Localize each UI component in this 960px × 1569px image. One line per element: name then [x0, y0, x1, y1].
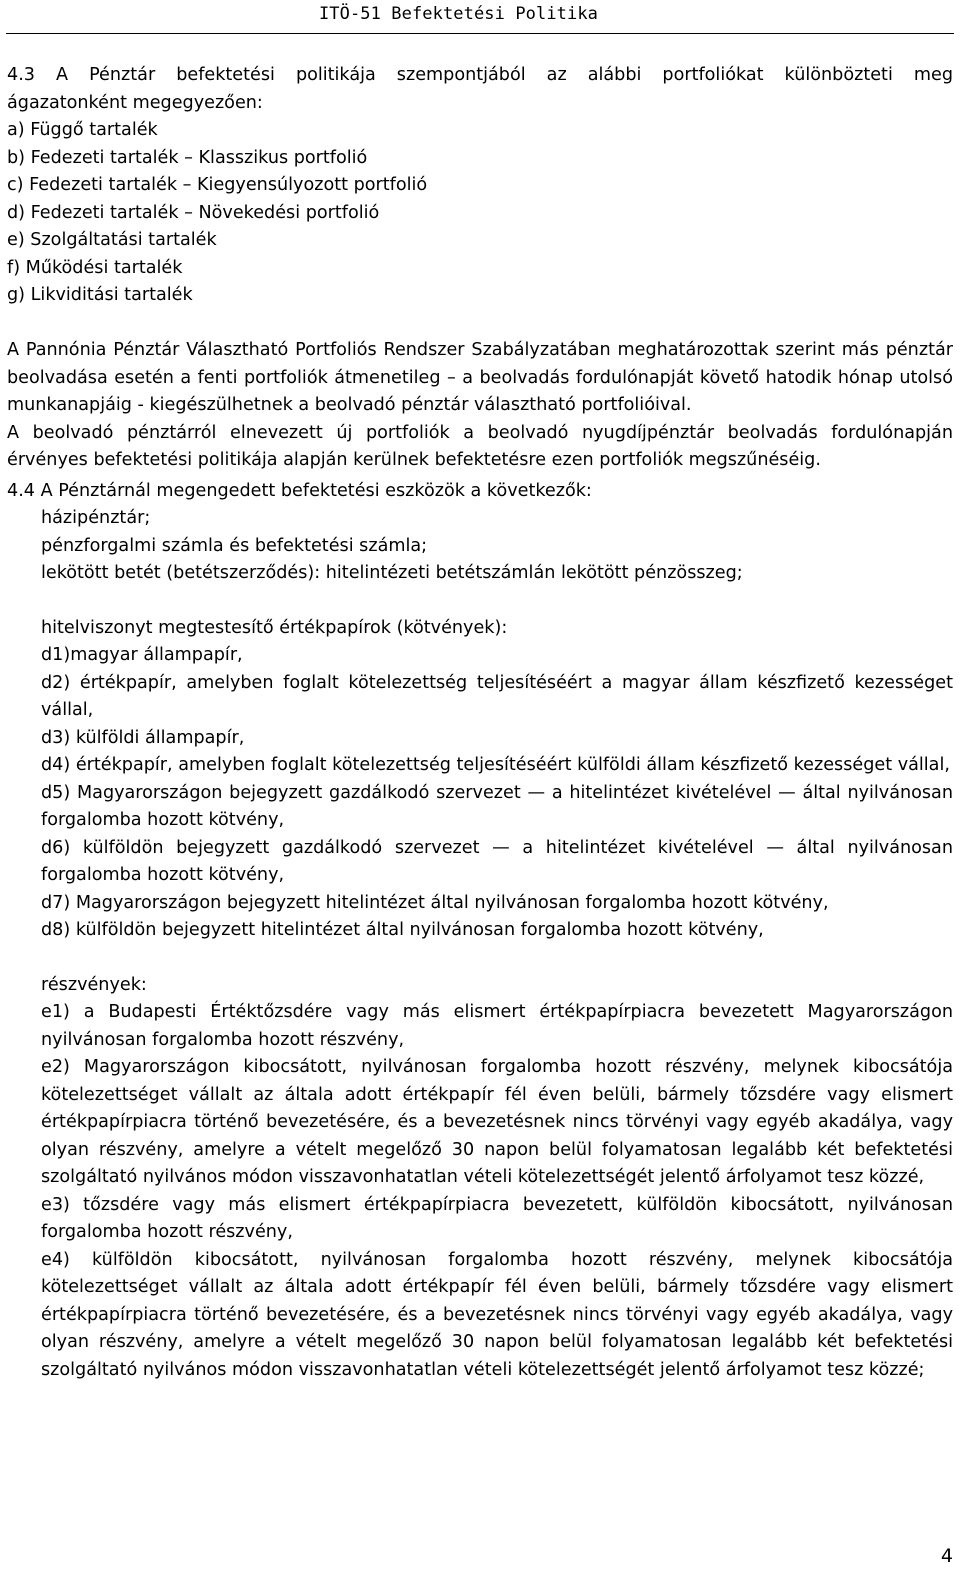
- list-item: pénzforgalmi számla és befektetési számla;: [41, 535, 428, 556]
- section-4-3-intro-line1: 4.3 A Pénztár befektetési politikája szempontjából az alábbi portfoliókat különbözteti meg: [7, 65, 953, 85]
- list-item: d) Fedezeti tartalék – Növekedési portfolió: [7, 202, 380, 223]
- list-item: házipénztár;: [41, 508, 151, 528]
- bond-item: d1)magyar állampapír,: [41, 645, 243, 665]
- section-4-4-heading: 4.4 A Pénztárnál megengedett befektetési eszközök a következők:: [7, 480, 592, 501]
- section-4-3-intro-line2: ágazatonként megegyezően:: [7, 92, 263, 113]
- list-item: e) Szolgáltatási tartalék: [7, 230, 217, 250]
- bond-item: d3) külföldi állampapír,: [41, 727, 245, 748]
- spacer: [7, 310, 953, 338]
- list-item: lekötött betét (betétszerződés): hitelintézeti betétszámlán lekötött pénzösszeg;: [41, 563, 743, 583]
- portfolio-list: [7, 117, 953, 310]
- merger-paragraph: A Pannónia Pénztár Választható Portfoliós Rendszer Szabályzatában meghatározottak szerint más pénztár beolvadása esetén a fenti portfoliók átmenetileg – a beolvadás fordulónapját követő hatodik hónap utolsó munkanapjáig - kiegészülhetnek a beolvadó pénztár választható portfolióival.: [7, 340, 953, 415]
- bond-item: d6) külföldön bejegyzett gazdálkodó szervezet — a hitelintézet kivételével — által nyilvánosan forgalomba hozott kötvény,: [41, 837, 953, 885]
- list-item: a) Függő tartalék: [7, 120, 158, 140]
- spacer: [41, 945, 953, 972]
- bond-item: d7) Magyarországon bejegyzett hitelintézet által nyilvánosan forgalomba hozott kötvény,: [41, 892, 829, 913]
- share-item: e4) külföldön kibocsátott, nyilvánosan forgalomba hozott részvény, melynek kibocsátója kötelezettséget vállalt az általa adott értékpapír fél éven belüli, bármely tőzsdére vagy elismert értékpapírpiacra történő bevezetésére, és a bevezetésnek nincs törvényi vagy egyéb akadálya, vagy olyan részvény, amelyre a vételt megelőző 30 napon belül folyamatosan legalább két befektetési szolgáltató nyilvános módon visszavonhatatlan vételi kötelezettségét jelentő árfolyamot tesz közzé;: [41, 1249, 953, 1380]
- share-item: e2) Magyarországon kibocsátott, nyilvánosan forgalomba hozott részvény, melynek kibocsátója kötelezettséget vállalt az általa adott értékpapír fél éven belüli, bármely tőzsdére vagy elismert értékpapírpiacra történő bevezetésére, és a bevezetésnek nincs törvényi vagy egyéb akadálya, vagy olyan részvény, amelyre a vételt megelőző 30 napon belül folyamatosan legalább két befektetési szolgáltató nyilvános módon visszavonhatatlan vételi kötelezettségét jelentő árfolyamot tesz közzé,: [41, 1057, 953, 1187]
- asset-list: [7, 505, 953, 1384]
- bond-item: d5) Magyarországon bejegyzett gazdálkodó szervezet — a hitelintézet kivételével — által nyilvánosan forgalomba hozott kötvény,: [41, 782, 953, 830]
- share-item: e1) a Budapesti Értéktőzsdére vagy más elismert értékpapírpiacra bevezetett Magyarországon nyilvánosan forgalomba hozott részvény,: [41, 1002, 953, 1050]
- page-number: 4: [940, 1545, 953, 1567]
- header-divider: [6, 33, 954, 34]
- bond-item: d2) értékpapír, amelyben foglalt kötelezettség teljesítéséért a magyar állam készfizető kezességet vállal,: [41, 672, 953, 720]
- document-header: ITÖ-51 Befektetési Politika: [318, 4, 598, 24]
- shares-heading: részvények:: [41, 974, 147, 995]
- list-item: b) Fedezeti tartalék – Klasszikus portfolió: [7, 147, 368, 168]
- spacer: [41, 588, 953, 615]
- document-body: [7, 62, 953, 1384]
- list-item: g) Likviditási tartalék: [7, 285, 193, 305]
- new-portfolios-paragraph: A beolvadó pénztárról elnevezett új portfoliók a beolvadó nyugdíjpénztár beolvadás fordulónapján érvényes befektetési politikája alapján kerülnek befektetésre ezen portfoliók megszűnéséig.: [7, 422, 953, 470]
- list-item: f) Működési tartalék: [7, 257, 183, 278]
- bonds-heading: hitelviszonyt megtestesítő értékpapírok (kötvények):: [41, 617, 508, 638]
- share-item: e3) tőzsdére vagy más elismert értékpapírpiacra bevezetett, külföldön kibocsátott, nyilvánosan forgalomba hozott részvény,: [41, 1194, 953, 1242]
- list-item: c) Fedezeti tartalék – Kiegyensúlyozott portfolió: [7, 175, 428, 195]
- bond-item: d4) értékpapír, amelyben foglalt kötelezettség teljesítéséért külföldi állam készfizető kezességet vállal,: [41, 755, 950, 775]
- bond-item: d8) külföldön bejegyzett hitelintézet által nyilvánosan forgalomba hozott kötvény,: [41, 920, 764, 940]
